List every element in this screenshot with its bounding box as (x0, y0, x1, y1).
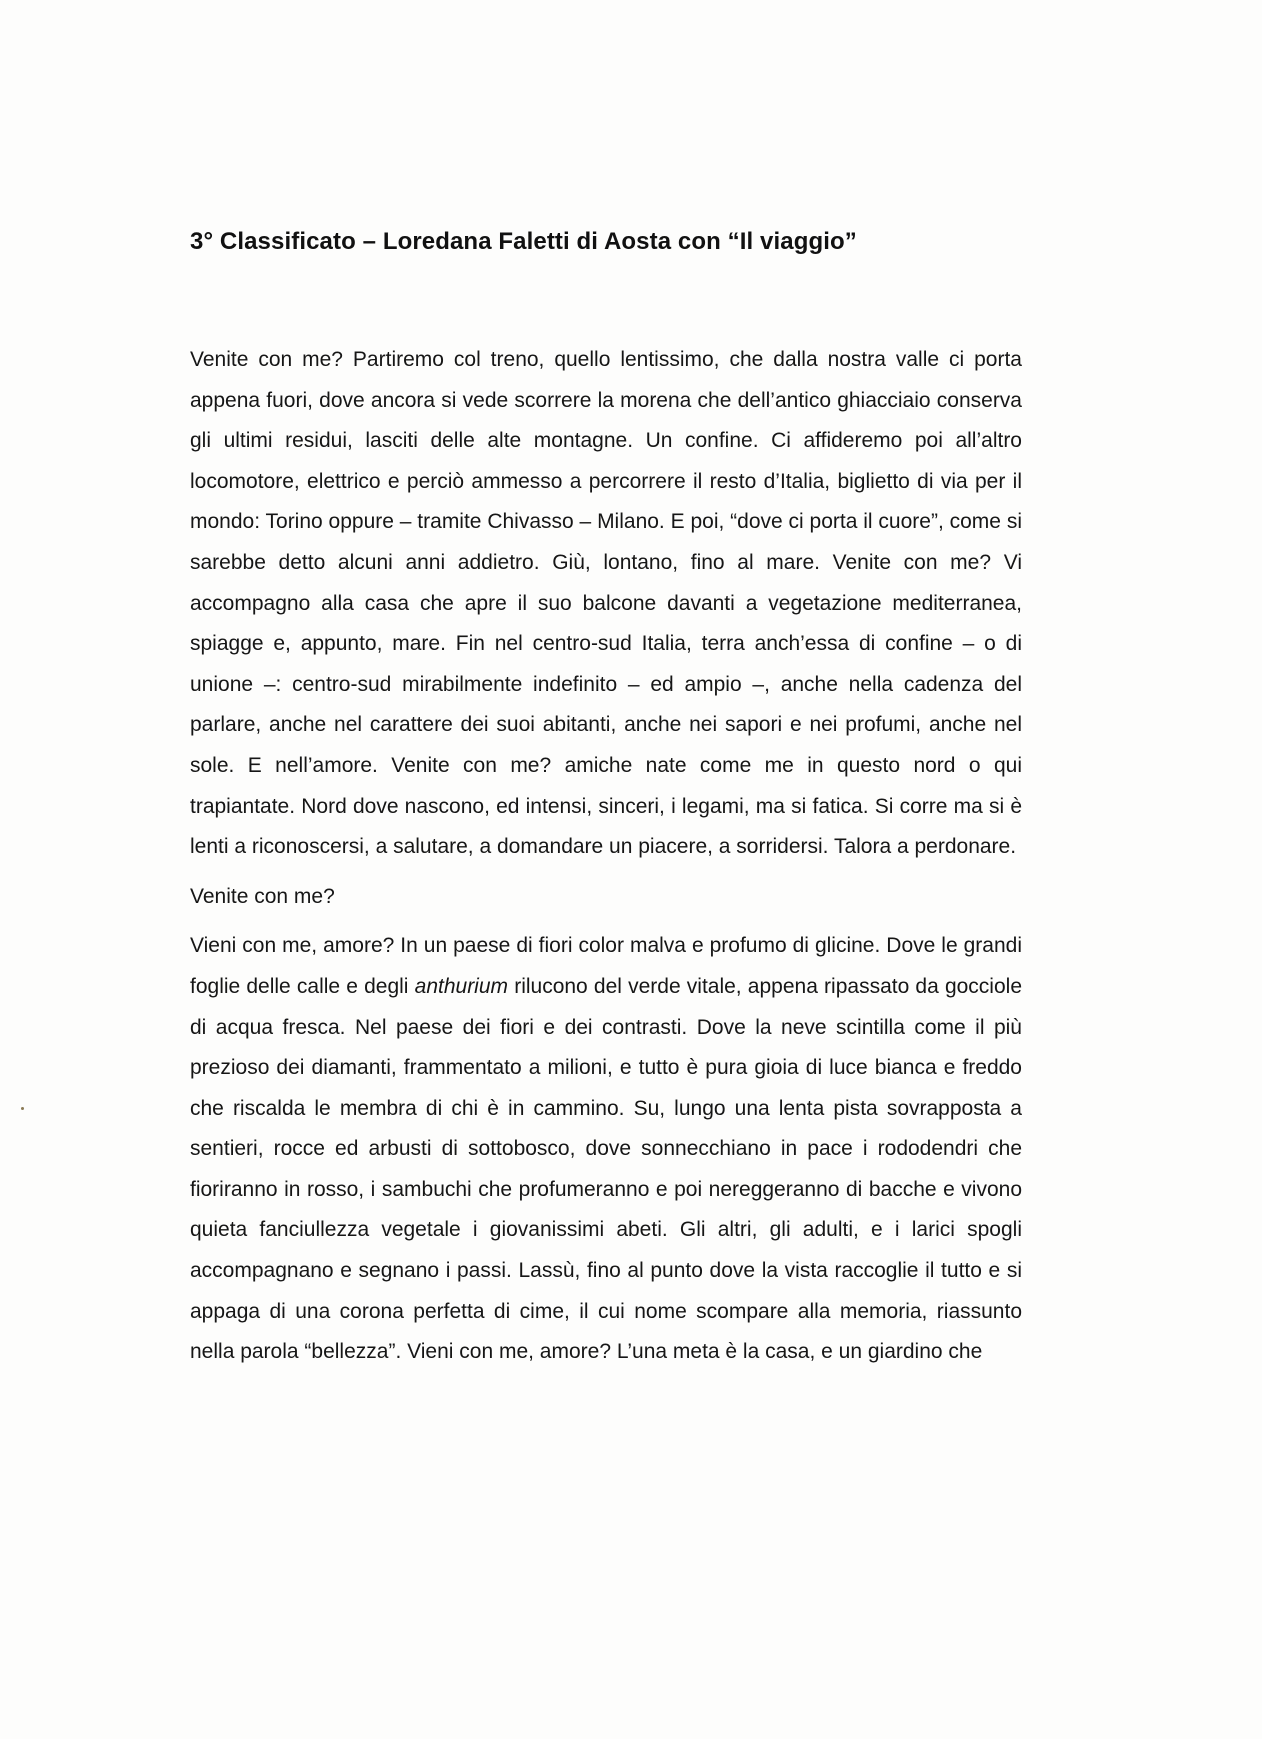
document-title: 3° Classificato – Loredana Faletti di Aosta con “Il viaggio” (190, 228, 857, 255)
paragraph (190, 926, 1022, 1373)
text-segment: Venite con me? (190, 884, 335, 908)
paragraph (190, 340, 1022, 868)
document-body (190, 340, 1022, 1373)
scan-speck (21, 1107, 24, 1110)
italic-text-segment: anthurium (414, 974, 509, 998)
text-segment: rilucono del verde vitale, appena ripassato da gocciole di acqua fresca. Nel paese dei fiori e dei contrasti. Dove la neve scintilla come il più prezioso dei diamanti, frammentato a milioni, e tutto è pura gioia di luce bianca e freddo che riscalda le membra di chi è in cammino. Su, lungo una lenta pista sovrapposta a sentieri, rocce ed arbusti di sottobosco, dove sonnecchiano in pace i rododendri che fioriranno in rosso, i sambuchi che profumeranno e poi nereggeranno di bacche e vivono quieta fanciullezza vegetale i giovanissimi abeti. Gli altri, gli adulti, e i larici spogli accompagnano e segnano i passi. Lassù, fino al punto dove la vista raccoglie il tutto e si appaga di una corona perfetta di cime, il cui nome scompare alla memoria, riassunto nella parola “bellezza”. Vieni con me, amore? L’una meta è la casa, e un giardino che (190, 974, 1022, 1364)
paragraph (190, 877, 1022, 918)
text-segment: Venite con me? Partiremo col treno, quello lentissimo, che dalla nostra valle ci porta appena fuori, dove ancora si vede scorrere la morena che dell’antico ghiacciaio conserva gli ultimi residui, lasciti delle alte montagne. Un confine. Ci affideremo poi all’altro locomotore, elettrico e perciò ammesso a percorrere il resto d’Italia, biglietto di via per il mondo: Torino oppure – tramite Chivasso – Milano. E poi, “dove ci porta il cuore”, come si sarebbe detto alcuni anni addietro. Giù, lontano, fino al mare. Venite con me? Vi accompagno alla casa che apre il suo balcone davanti a vegetazione mediterranea, spiagge e, appunto, mare. Fin nel centro-sud Italia, terra anch’essa di confine – o di unione –: centro-sud mirabilmente indefinito – ed ampio –, anche nella cadenza del parlare, anche nel carattere dei suoi abitanti, anche nei sapori e nei profumi, anche nel sole. E nell’amore. Venite con me? amiche nate come me in questo nord o qui trapiantate. Nord dove nascono, ed intensi, sinceri, i legami, ma si fatica. Si corre ma si è lenti a riconoscersi, a salutare, a domandare un piacere, a sorridersi. Talora a perdonare. (190, 348, 1022, 859)
text-segment: Vieni con me, amore? In un paese di fiori color malva e profumo di glicine. Dove le grandi foglie delle calle e degli (190, 934, 1022, 998)
